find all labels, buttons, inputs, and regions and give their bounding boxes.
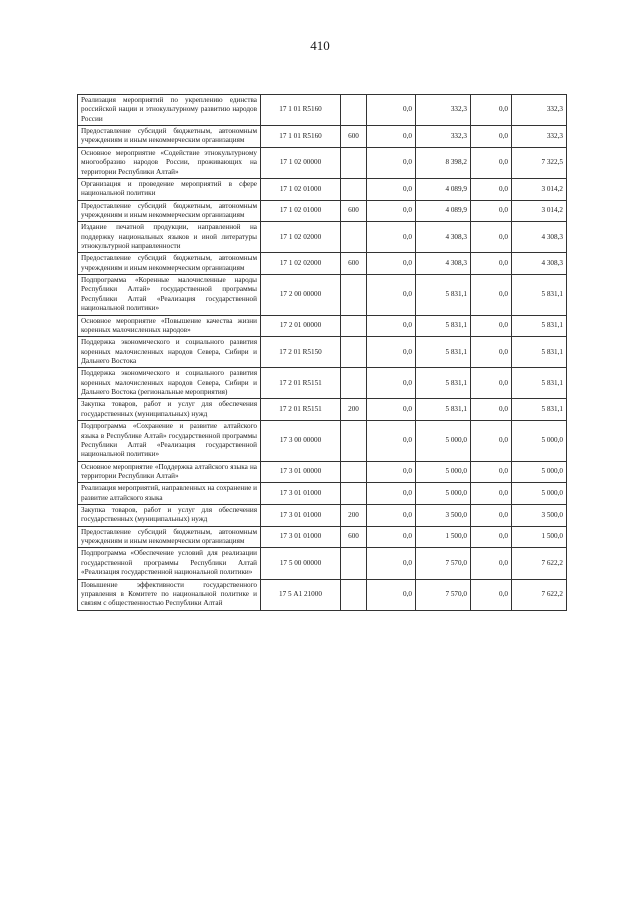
amount-cell: 0,0: [471, 505, 512, 527]
amount-cell: 5 000,0: [512, 483, 567, 505]
amount-cell: 0,0: [471, 147, 512, 178]
amount-cell: 0,0: [367, 461, 416, 483]
amount-cell: 5 831,1: [512, 368, 567, 399]
expense-type-cell: 600: [341, 126, 367, 148]
row-name-cell: Организация и проведение мероприятий в сфере национальной политики: [78, 178, 261, 200]
amount-cell: 7 570,0: [416, 548, 471, 579]
row-name-cell: Предоставление субсидий бюджетным, автономным учреждениям и иным некоммерческим организациям: [78, 200, 261, 222]
table-row: [78, 200, 567, 222]
amount-cell: 0,0: [367, 95, 416, 126]
amount-cell: 5 831,1: [512, 399, 567, 421]
table-row: [78, 95, 567, 126]
target-code-cell: 17 1 02 00000: [261, 147, 341, 178]
amount-cell: 0,0: [471, 461, 512, 483]
amount-cell: 4 308,3: [512, 253, 567, 275]
table-row: [78, 253, 567, 275]
expense-type-cell: 200: [341, 505, 367, 527]
expense-type-cell: [341, 95, 367, 126]
target-code-cell: 17 1 02 02000: [261, 253, 341, 275]
amount-cell: 7 622,2: [512, 548, 567, 579]
amount-cell: 332,3: [416, 126, 471, 148]
amount-cell: 5 831,1: [512, 337, 567, 368]
amount-cell: 0,0: [471, 421, 512, 461]
target-code-cell: 17 5 00 00000: [261, 548, 341, 579]
row-name-cell: Предоставление субсидий бюджетным, автономным учреждениям и иным некоммерческим организациям: [78, 126, 261, 148]
amount-cell: 0,0: [471, 337, 512, 368]
row-name-cell: Подпрограмма «Коренные малочисленные народы Республики Алтай» государственной программы Республики Алтай «Реализация государственной национальной политики»: [78, 275, 261, 315]
amount-cell: 3 014,2: [512, 200, 567, 222]
amount-cell: 4 308,3: [416, 253, 471, 275]
target-code-cell: 17 3 01 01000: [261, 526, 341, 548]
row-name-cell: Закупка товаров, работ и услуг для обеспечения государственных (муниципальных) нужд: [78, 505, 261, 527]
table-row: [78, 399, 567, 421]
amount-cell: 0,0: [471, 178, 512, 200]
expense-type-cell: [341, 421, 367, 461]
row-name-cell: Повышение эффективности государственного управления в Комитете по национальной политике и связям с общественностью Республики Алтай: [78, 579, 261, 610]
amount-cell: 0,0: [471, 95, 512, 126]
target-code-cell: 17 1 02 01000: [261, 178, 341, 200]
amount-cell: 4 089,9: [416, 178, 471, 200]
amount-cell: 4 089,9: [416, 200, 471, 222]
amount-cell: 5 831,1: [416, 368, 471, 399]
amount-cell: 0,0: [367, 337, 416, 368]
amount-cell: 4 308,3: [512, 222, 567, 253]
amount-cell: 7 322,5: [512, 147, 567, 178]
table-row: [78, 505, 567, 527]
amount-cell: 0,0: [471, 579, 512, 610]
amount-cell: 0,0: [367, 399, 416, 421]
amount-cell: 1 500,0: [416, 526, 471, 548]
amount-cell: 0,0: [471, 526, 512, 548]
amount-cell: 0,0: [367, 368, 416, 399]
expense-type-cell: 600: [341, 200, 367, 222]
amount-cell: 0,0: [367, 147, 416, 178]
target-code-cell: 17 2 01 R5151: [261, 399, 341, 421]
expense-type-cell: 200: [341, 399, 367, 421]
amount-cell: 0,0: [367, 548, 416, 579]
amount-cell: 0,0: [367, 421, 416, 461]
target-code-cell: 17 1 02 02000: [261, 222, 341, 253]
amount-cell: 0,0: [471, 548, 512, 579]
target-code-cell: 17 1 01 R5160: [261, 126, 341, 148]
target-code-cell: 17 2 00 00000: [261, 275, 341, 315]
target-code-cell: 17 2 01 00000: [261, 315, 341, 337]
amount-cell: 0,0: [471, 483, 512, 505]
target-code-cell: 17 3 01 01000: [261, 505, 341, 527]
table-row: [78, 421, 567, 461]
table-row: [78, 178, 567, 200]
target-code-cell: 17 3 00 00000: [261, 421, 341, 461]
table-row: [78, 368, 567, 399]
amount-cell: 5 831,1: [512, 315, 567, 337]
amount-cell: 7 622,2: [512, 579, 567, 610]
amount-cell: 5 831,1: [416, 275, 471, 315]
row-name-cell: Предоставление субсидий бюджетным, автономным учреждениям и иным некоммерческим организациям: [78, 526, 261, 548]
amount-cell: 8 398,2: [416, 147, 471, 178]
row-name-cell: Поддержка экономического и социального развития коренных малочисленных народов Севера, Сибири и Дальнего Востока: [78, 337, 261, 368]
expense-type-cell: [341, 147, 367, 178]
amount-cell: 0,0: [471, 315, 512, 337]
target-code-cell: 17 2 01 R5150: [261, 337, 341, 368]
amount-cell: 0,0: [471, 368, 512, 399]
expense-type-cell: [341, 461, 367, 483]
expense-type-cell: [341, 275, 367, 315]
target-code-cell: 17 3 01 00000: [261, 461, 341, 483]
amount-cell: 0,0: [471, 126, 512, 148]
amount-cell: 0,0: [471, 399, 512, 421]
table-row: [78, 147, 567, 178]
amount-cell: 0,0: [471, 275, 512, 315]
budget-table: [77, 94, 567, 611]
expense-type-cell: [341, 315, 367, 337]
row-name-cell: Основное мероприятие «Повышение качества жизни коренных малочисленных народов»: [78, 315, 261, 337]
target-code-cell: 17 1 01 R5160: [261, 95, 341, 126]
table-row: [78, 222, 567, 253]
amount-cell: 5 000,0: [416, 421, 471, 461]
amount-cell: 0,0: [471, 253, 512, 275]
target-code-cell: 17 3 01 01000: [261, 483, 341, 505]
expense-type-cell: [341, 483, 367, 505]
expense-type-cell: [341, 548, 367, 579]
budget-table-body: [78, 95, 567, 611]
row-name-cell: Закупка товаров, работ и услуг для обеспечения государственных (муниципальных) нужд: [78, 399, 261, 421]
expense-type-cell: [341, 222, 367, 253]
table-row: [78, 315, 567, 337]
amount-cell: 0,0: [471, 222, 512, 253]
amount-cell: 0,0: [367, 579, 416, 610]
row-name-cell: Подпрограмма «Обеспечение условий для реализации государственной программы Республики Алтай «Реализация государственной национальной политики»: [78, 548, 261, 579]
amount-cell: 0,0: [367, 505, 416, 527]
expense-type-cell: [341, 178, 367, 200]
amount-cell: 332,3: [512, 95, 567, 126]
amount-cell: 5 831,1: [512, 275, 567, 315]
amount-cell: 5 831,1: [416, 337, 471, 368]
amount-cell: 0,0: [367, 526, 416, 548]
amount-cell: 3 500,0: [512, 505, 567, 527]
amount-cell: 3 014,2: [512, 178, 567, 200]
target-code-cell: 17 1 02 01000: [261, 200, 341, 222]
expense-type-cell: 600: [341, 526, 367, 548]
expense-type-cell: [341, 337, 367, 368]
amount-cell: 5 000,0: [512, 461, 567, 483]
amount-cell: 0,0: [367, 200, 416, 222]
expense-type-cell: [341, 579, 367, 610]
row-name-cell: Издание печатной продукции, направленной на поддержку национальных языков и иной литературы этнокультурной направленности: [78, 222, 261, 253]
table-row: [78, 526, 567, 548]
row-name-cell: Поддержка экономического и социального развития коренных малочисленных народов Севера, Сибири и Дальнего Востока (региональные мероприятия): [78, 368, 261, 399]
row-name-cell: Предоставление субсидий бюджетным, автономным учреждениям и иным некоммерческим организациям: [78, 253, 261, 275]
row-name-cell: Подпрограмма «Сохранение и развитие алтайского языка в Республике Алтай» государственной программы Республики Алтай «Реализация государственной национальной политики»: [78, 421, 261, 461]
table-row: [78, 579, 567, 610]
table-row: [78, 548, 567, 579]
amount-cell: 0,0: [367, 483, 416, 505]
amount-cell: 0,0: [367, 275, 416, 315]
table-row: [78, 275, 567, 315]
table-row: [78, 337, 567, 368]
row-name-cell: Основное мероприятие «Содействие этнокультурному многообразию народов России, проживающих на территории Республики Алтай»: [78, 147, 261, 178]
table-row: [78, 483, 567, 505]
row-name-cell: Реализация мероприятий, направленных на сохранение и развитие алтайского языка: [78, 483, 261, 505]
amount-cell: 332,3: [416, 95, 471, 126]
table-row: [78, 126, 567, 148]
amount-cell: 0,0: [471, 200, 512, 222]
amount-cell: 1 500,0: [512, 526, 567, 548]
amount-cell: 5 000,0: [512, 421, 567, 461]
table-row: [78, 461, 567, 483]
amount-cell: 332,3: [512, 126, 567, 148]
amount-cell: 0,0: [367, 253, 416, 275]
expense-type-cell: [341, 368, 367, 399]
amount-cell: 0,0: [367, 222, 416, 253]
amount-cell: 0,0: [367, 178, 416, 200]
amount-cell: 5 000,0: [416, 461, 471, 483]
target-code-cell: 17 5 А1 21000: [261, 579, 341, 610]
page-number: 410: [310, 38, 330, 53]
amount-cell: 0,0: [367, 315, 416, 337]
amount-cell: 5 831,1: [416, 315, 471, 337]
amount-cell: 7 570,0: [416, 579, 471, 610]
amount-cell: 5 000,0: [416, 483, 471, 505]
amount-cell: 3 500,0: [416, 505, 471, 527]
expense-type-cell: 600: [341, 253, 367, 275]
row-name-cell: Основное мероприятие «Поддержка алтайского языка на территории Республики Алтай»: [78, 461, 261, 483]
amount-cell: 0,0: [367, 126, 416, 148]
amount-cell: 4 308,3: [416, 222, 471, 253]
target-code-cell: 17 2 01 R5151: [261, 368, 341, 399]
amount-cell: 5 831,1: [416, 399, 471, 421]
row-name-cell: Реализация мероприятий по укреплению единства российской нации и этнокультурному развитию народов России: [78, 95, 261, 126]
